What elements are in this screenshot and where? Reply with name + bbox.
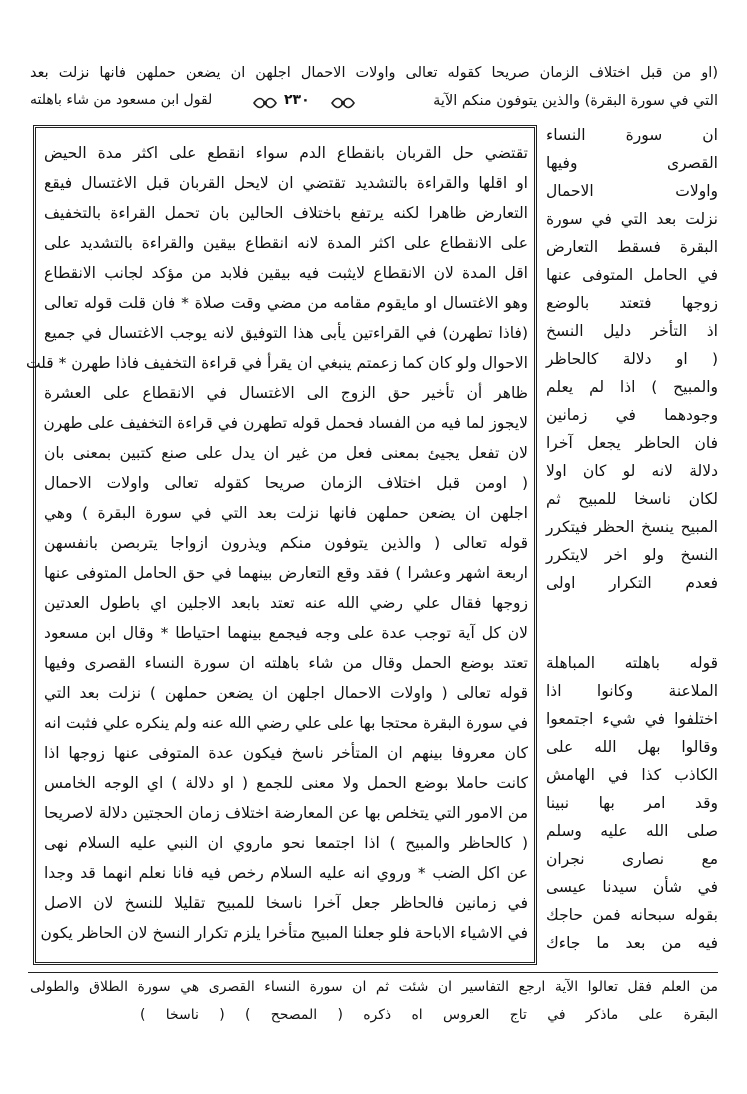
side-line: القصرى وفيها — [546, 154, 718, 172]
side-line: فان الحاظر يجعل آخرا — [546, 434, 718, 452]
side-line: ( او دلالة كالحاظر — [546, 350, 718, 368]
footnote-line-1: من العلم فقل تعالوا الآية ارجع التفاسير ان شئت ثم ان سورة النساء القصرى هي سورة الطلاق والطولى — [30, 979, 718, 995]
main-line: ( كالحاظر والمبيح ) اذا اجتمعا نحو ماروي ان النبي عليه السلام نهى — [44, 834, 528, 852]
main-line: قوله تعالى ( واولات الاحمال اجلهن ان يضعن حملهن ) نزلت بعد التي — [44, 684, 528, 702]
side-note-line: وقالوا بهل الله على — [546, 738, 718, 756]
side-note-line: اختلفوا في شيء اجتمعوا — [546, 710, 718, 728]
main-line: اقل المدة لان الانقطاع لايثبت فيه بيقين فلابد من مؤكد لجانب الانقطاع — [44, 264, 528, 282]
side-line: لكان ناسخا للمبيح ثم — [546, 490, 718, 508]
side-note-line: صلى الله عليه وسلم — [546, 822, 718, 840]
main-line: كان معروفا بينهم ان المتأخر ناسخ فيكون عدة المتوفى عنها زوجها اذا — [44, 744, 528, 762]
side-note-line: وقد امر بها نبينا — [546, 794, 718, 812]
page-number: ۲۳۰ — [284, 92, 310, 108]
main-line: او اقلها والقراءة بالتشديد تقتضي ان لايحل القربان قبل الاغتسال فيقع — [44, 174, 528, 192]
main-line: عن اكل الضب * وروي انه عليه السلام رخص فيه فانا نعلم انهما قد وجدا — [44, 864, 528, 882]
side-note-line: مع نصارى نجران — [546, 850, 718, 868]
ornament-left-icon — [252, 92, 278, 114]
main-line: لان كل آية توجب عدة على وجه فيجمع بينهما احتياطا * وقال ابن مسعود — [44, 624, 528, 642]
main-line: الاحوال ولو كان كما زعمتم ينبغي ان يقرأ في قراءة التخفيف فاذا طهرن * قلت — [25, 354, 528, 372]
side-line: وجودهما في زمانين — [546, 406, 718, 424]
side-line: زوجها فتعتد بالوضع — [546, 294, 718, 312]
side-note-line: الملاعنة وكانوا اذا — [546, 682, 718, 700]
top-line-2: التي في سورة البقرة) والذين يتوفون منكم الآية — [433, 93, 718, 109]
main-line: لايجوز لما فيه من الفساد فحمل قوله تطهرن في قراءة التخفيف على طهرن — [43, 414, 528, 432]
main-line: (فاذا تطهرن) في القراءتين يأبى هذا التوفيق لانه يوجب الاغتسال في جميع — [44, 324, 528, 342]
side-heading: لقول ابن مسعود من شاء باهلته — [30, 92, 213, 108]
side-line: اذ التأخر دليل النسخ — [546, 322, 718, 340]
main-line: في سورة البقرة محتجا بها على علي رضي الله عنه ولم ينكره علي فثبت انه — [44, 714, 528, 732]
side-note-line: قوله باهلته المباهلة — [546, 654, 718, 672]
main-line: كانت حاملا بوضع الحمل ولا معنى للجمع ( او دلالة ) اي الوجه الخامس — [44, 774, 528, 792]
main-line: اجلهن ان يضعن حملهن فانها نزلت بعد التي في سورة البقرة ) وهي — [44, 504, 528, 522]
top-line-1: (او من قبل اختلاف الزمان صريحا كقوله تعالى واولات الاحمال اجلهن ان يضعن حملهن فانها نزلت بعد — [30, 65, 718, 81]
side-line: واولات الاحمال — [546, 182, 718, 200]
footnote-line-2: البقرة على ماذكر في تاج العروس اه ذكره ( المصحح ) ( ناسخا ) — [140, 1007, 718, 1023]
footnote-divider — [28, 972, 718, 973]
main-line: تعتد بوضع الحمل وقال من شاء باهلته ان سورة النساء القصرى وفيها — [44, 654, 528, 672]
side-line: والمبيح ) اذا لم يعلم — [546, 378, 718, 396]
side-line: نزلت بعد التي في سورة — [546, 210, 718, 228]
main-line: ظاهر أن تأخير حق الزوج الى الاغتسال في الانقطاع على العشرة — [44, 384, 528, 402]
side-line: البقرة فسقط التعارض — [546, 238, 718, 256]
side-line: المبيح ينسخ الحظر فيتكرر — [546, 518, 718, 536]
side-line: دلالة لانه لو كان اولا — [546, 462, 718, 480]
side-note-line: الكاذب كذا في الهامش — [546, 766, 718, 784]
main-line: في الاشياء الاباحة فلو جعلنا المبيح متأخرا يلزم تكرار النسخ لان الحاظر يكون — [40, 924, 528, 942]
header-row — [30, 90, 720, 114]
ornament-right-icon — [330, 92, 356, 114]
main-line: ( اومن قبل اختلاف الزمان صريحا كقوله تعالى واولات الاحمال — [44, 474, 528, 492]
ornament-right — [330, 92, 356, 118]
main-line: على الانقطاع على اكثر المدة لانه انقطاع بيقين والقراءة بالتشديد على — [44, 234, 528, 252]
side-line: ان سورة النساء — [546, 126, 718, 144]
side-line: النسخ ولو اخر لايتكرر — [546, 546, 718, 564]
main-line: وهو الاغتسال او مايقوم مقامه من مضي وقت صلاة * فان قلت قوله تعالى — [44, 294, 528, 312]
main-line: في زمانين فالحاظر جعل آخرا ناسخا للمبيح تقليلا للنسخ لان الاصل — [44, 894, 528, 912]
main-line: اربعة اشهر وعشرا ) فقد وقع التعارض بينهما في حق الحامل المتوفى عنها — [44, 564, 528, 582]
ornament-left — [252, 92, 278, 118]
main-line: لان تفعل يجيئ بمعنى فعل من غير ان يدل على صنع كتبين بمعنى بان — [44, 444, 528, 462]
main-line: من الامور التي يتخلص بها عن المعارضة اختلاف زمان الحجتين دلالة لاصريحا — [44, 804, 528, 822]
side-line: فعدم التكرار اولى — [546, 574, 718, 592]
main-line: تقتضي حل القربان بانقطاع الدم سواء انقطع على اكثر مدة الحيض — [44, 144, 528, 162]
side-note-line: في شأن سيدنا عيسى — [546, 878, 718, 896]
side-note-line: فيه من بعد ما جاءك — [546, 934, 718, 952]
main-line: التعارض ظاهرا لكنه يرتفع باختلاف الحالين بان تحمل القراءة بالتخفيف — [44, 204, 528, 222]
main-line: قوله تعالى ( والذين يتوفون منكم ويذرون ازواجا يتربصن بانفسهن — [44, 534, 528, 552]
main-line: زوجها فقال علي رضي الله عنه تعتد بابعد الاجلين اي باطول العدتين — [44, 594, 528, 612]
side-note-line: بقوله سبحانه فمن حاجك — [546, 906, 718, 924]
side-line: في الحامل المتوفى عنها — [546, 266, 718, 284]
